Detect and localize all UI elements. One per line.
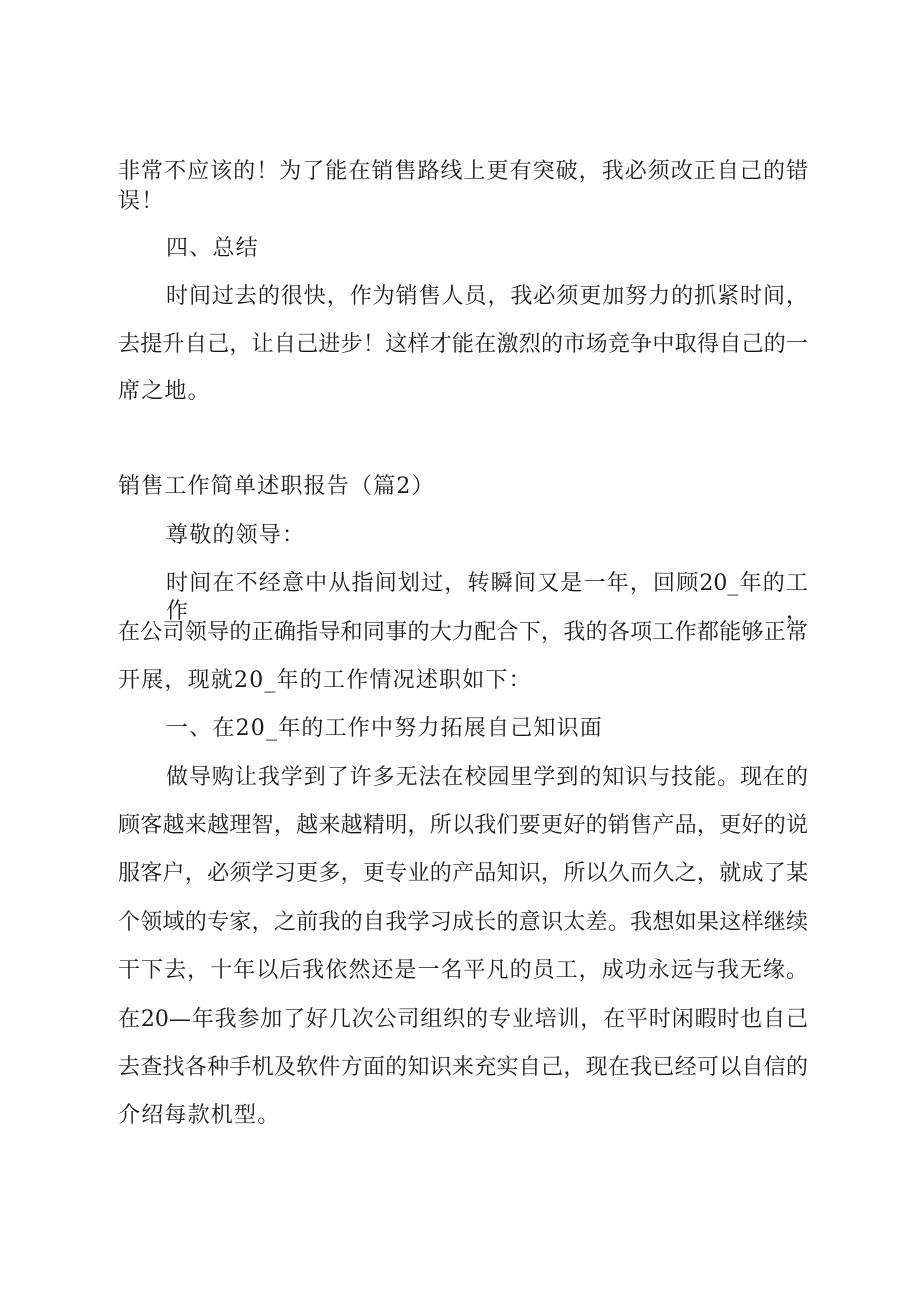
salutation: 尊敬的领导： [166,523,306,548]
paragraph-line: 在公司领导的正确指导和同事的大力配合下，我的各项工作都能够正常 [118,620,808,645]
paragraph-line: 做导购让我学到了许多无法在校园里学到的知识与技能。现在的 [166,765,808,790]
paragraph-line: 在20—年我参加了好几次公司组织的专业培训，在平时闲暇时也自己 [118,1007,808,1032]
section-heading: 一、在20_年的工作中努力拓展自己知识面 [166,716,603,741]
paragraph-line: 介绍每款机型。 [118,1103,281,1128]
report-title: 销售工作简单述职报告（篇2） [118,474,435,499]
paragraph-line: 误！ [118,189,165,214]
paragraph-line: 去提升自己，让自己进步！这样才能在激烈的市场竞争中取得自己的一 [118,332,808,357]
paragraph-line: 个领域的专家，之前我的自我学习成长的意识太差。我想如果这样继续 [118,910,808,935]
paragraph-line: 开展，现就20_年的工作情况述职如下： [118,668,532,693]
paragraph-line: 非常不应该的！为了能在销售路线上更有突破，我必须改正自己的错 [118,159,808,184]
paragraph-line: 服客户，必须学习更多，更专业的产品知识，所以久而久之，就成了某 [118,861,808,886]
paragraph-line: 去查找各种手机及软件方面的知识来充实自己，现在我已经可以自信的 [118,1055,808,1080]
paragraph-line: 席之地。 [118,379,211,404]
paragraph-line: 顾客越来越理智，越来越精明，所以我们要更好的销售产品，更好的说 [118,813,808,838]
paragraph-line: 时间过去的很快，作为销售人员，我必须更加努力的抓紧时间， [166,284,808,309]
section-heading: 四、总结 [166,236,259,261]
paragraph-line: 干下去，十年以后我依然还是一名平凡的员工，成功永远与我无缘。 [118,958,808,983]
paragraph-line: 时间在不经意中从指间划过，转瞬间又是一年，回顾20_年的工作， [166,571,808,624]
